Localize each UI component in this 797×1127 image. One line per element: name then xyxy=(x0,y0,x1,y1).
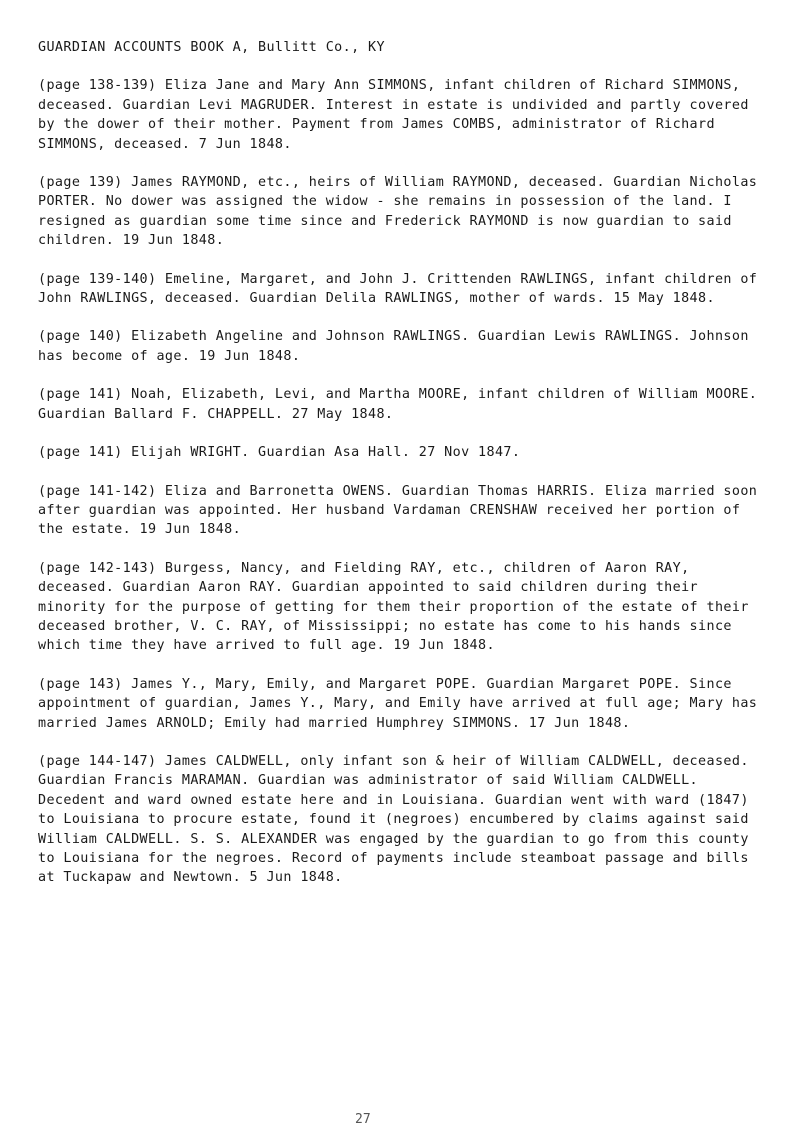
page-number: 27 xyxy=(355,1112,371,1127)
entry-page-141-wright: (page 141) Elijah WRIGHT. Guardian Asa Hall. 27 Nov 1847. xyxy=(38,445,521,461)
entry-page-143: (page 143) James Y., Mary, Emily, and Margaret POPE. Guardian Margaret POPE. Since appointment of guardian, James Y., Mary, and Emily have arrived at full age; Mary has married James ARNOLD; Emily had married Humphrey SIMMONS. 17 Jun 1848. xyxy=(38,676,758,731)
document-page xyxy=(38,38,768,907)
entry-page-138-139: (page 138-139) Eliza Jane and Mary Ann SIMMONS, infant children of Richard SIMMONS, deceased. Guardian Levi MAGRUDER. Interest in estate is undivided and partly covered by the dower of their mother. Payment from James COMBS, administrator of Richard SIMMONS, deceased. 7 Jun 1848. xyxy=(38,78,749,152)
entry-page-140: (page 140) Elizabeth Angeline and Johnson RAWLINGS. Guardian Lewis RAWLINGS. Johnson has become of age. 19 Jun 1848. xyxy=(38,329,749,364)
entry-page-139: (page 139) James RAYMOND, etc., heirs of William RAYMOND, deceased. Guardian Nicholas PORTER. No dower was assigned the widow - she remains in possession of the land. I resigned as guardian some time since and Frederick RAYMOND is now guardian to said children. 19 Jun 1848. xyxy=(38,175,758,249)
entry-page-142-143: (page 142-143) Burgess, Nancy, and Fielding RAY, etc., children of Aaron RAY, deceased. Guardian Aaron RAY. Guardian appointed to said children during their minority for the purpose of getting for them their proportion of the estate of their deceased brother, V. C. RAY, of Mississippi; no estate has come to his hands since which time they have arrived to full age. 19 Jun 1848. xyxy=(38,560,749,654)
document-title: GUARDIAN ACCOUNTS BOOK A, Bullitt Co., KY xyxy=(38,40,385,55)
entry-page-139-140: (page 139-140) Emeline, Margaret, and John J. Crittenden RAWLINGS, infant children of John RAWLINGS, deceased. Guardian Delila RAWLINGS, mother of wards. 15 May 1848. xyxy=(38,271,758,307)
entry-page-141-142: (page 141-142) Eliza and Barronetta OWENS. Guardian Thomas HARRIS. Eliza married soon after guardian was appointed. Her husband Vardaman CRENSHAW received her portion of the estate. 19 Jun 1848. xyxy=(38,483,758,538)
entry-page-144-147: (page 144-147) James CALDWELL, only infant son & heir of William CALDWELL, deceased. Guardian Francis MARAMAN. Guardian was administrator of said William CALDWELL. Decedent and ward owned estate here and in Louisiana. Guardian went with ward (1847) to Louisiana to procure estate, found it (negroes) encumbered by claims against said William CALDWELL. S. S. ALEXANDER was engaged by the guardian to go from this county to Louisiana for the negroes. Record of payments include steamboat passage and bills at Tuckapaw and Newtown. 5 Jun 1848. xyxy=(38,753,749,886)
entry-page-141-moore: (page 141) Noah, Elizabeth, Levi, and Martha MOORE, infant children of William MOORE. Guardian Ballard F. CHAPPELL. 27 May 1848. xyxy=(38,387,758,422)
